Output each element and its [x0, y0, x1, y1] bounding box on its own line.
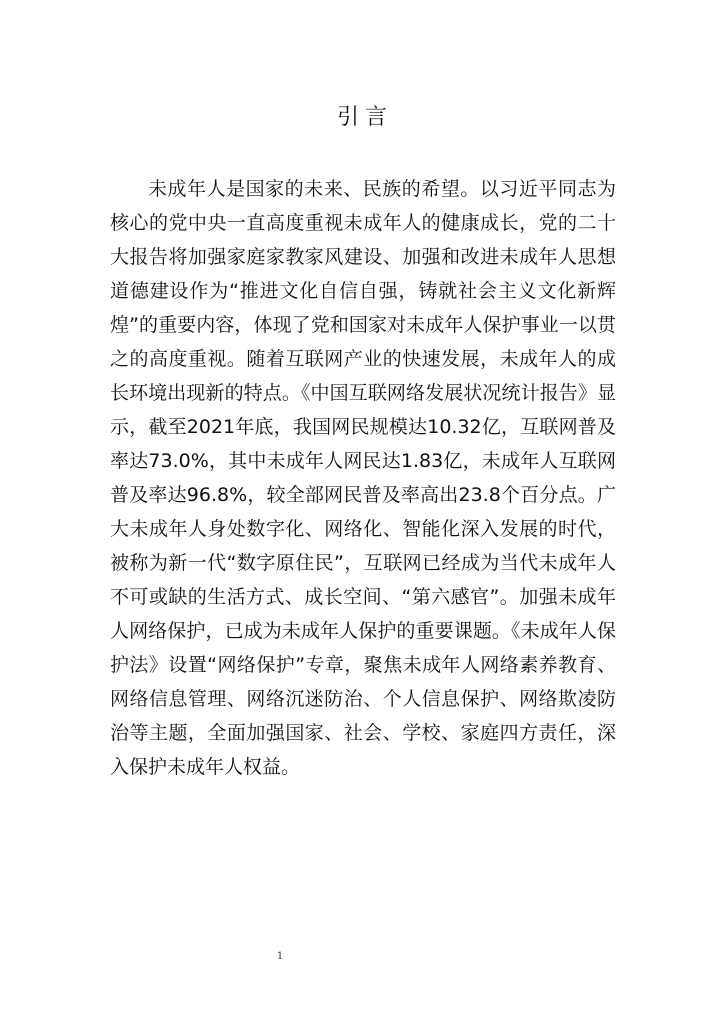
page-number: 1 [276, 951, 284, 962]
page-title: 引言 [336, 105, 393, 130]
body-paragraph: 未成年人是国家的未来、民族的希望。以习近平同志为核心的党中央一直高度重视未成年人的健康成长，党的二十大报告将加强家庭家教家风建设、加强和改进未成年人思想道德建设作为“推进文化自信自强，铸就社会主义文化新辉煌”的重要内容，体现了党和国家对未成年人保护事业一以贯之的高度重视。随着互联网产业的快速发展，未成年人的成长环境出现新的特点。《中国互联网络发展状况统计报告》显示，截至2021年底，我国网民规模达10.32亿，互联网普及率达73.0%，其中未成年人网民达1.83亿，未成年人互联网普及率达96.8%，较全部网民普及率高出23.8个百分点。广大未成年人身处数字化、网络化、智能化深入发展的时代，被称为新一代“数字原住民”，互联网已经成为当代未成年人不可或缺的生活方式、成长空间、“第六感官”。加强未成年人网络保护，已成为未成年人保护的重要课题。《未成年人保护法》设置“网络保护”专章，聚焦未成年人网络素养教育、网络信息管理、网络沉迷防治、个人信息保护、网络欺凌防治等主题，全面加强国家、社会、学校、家庭四方责任，深入保护未成年人权益。 [110, 178, 616, 778]
